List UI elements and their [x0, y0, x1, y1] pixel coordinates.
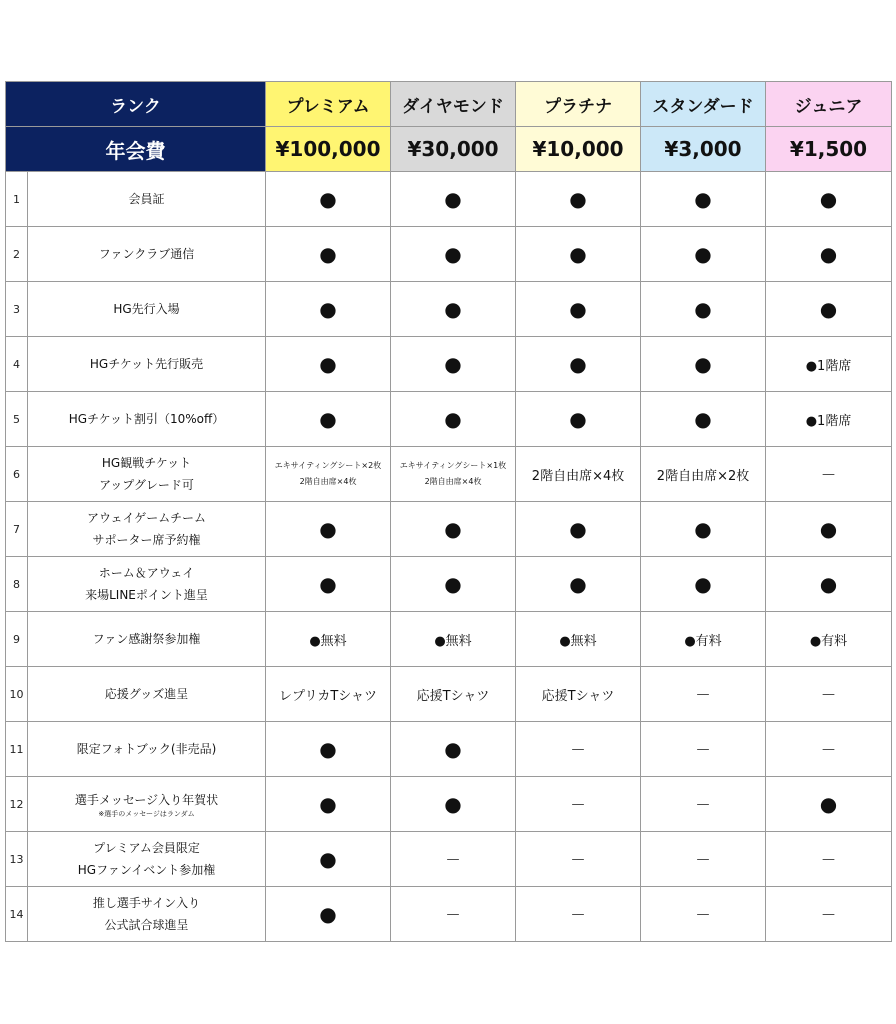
benefit-cell-premium: ●	[266, 722, 391, 777]
benefit-cell-standard: ●	[641, 557, 766, 612]
table-row	[6, 227, 892, 282]
row-number: 9	[6, 612, 28, 667]
table-row	[6, 667, 892, 722]
row-number: 13	[6, 832, 28, 887]
benefit-cell-junior: —	[766, 722, 892, 777]
tier-name-standard: スタンダード	[641, 82, 766, 127]
table-row	[6, 282, 892, 337]
benefit-cell-platinum: 2階自由席×4枚	[516, 447, 641, 502]
benefit-cell-standard: ●	[641, 227, 766, 282]
benefit-cell-diamond: ●	[391, 557, 516, 612]
benefit-cell-premium: ●	[266, 777, 391, 832]
feature-line: 推し選手サイン入り	[92, 896, 201, 910]
feature-label	[28, 667, 266, 722]
row-number: 12	[6, 777, 28, 832]
benefit-cell-standard: ●	[641, 282, 766, 337]
feature-line: 選手メッセージ入り年賀状	[74, 793, 219, 807]
feature-line: サポーター席予約権	[92, 533, 201, 547]
benefit-cell-standard: —	[641, 722, 766, 777]
table-row	[6, 832, 892, 887]
feature-line: 来場LINEポイント進呈	[85, 588, 208, 602]
feature-label	[28, 777, 266, 832]
benefit-cell-premium	[266, 447, 391, 502]
rank-header-row	[6, 82, 892, 127]
benefit-cell-standard: 2階自由席×2枚	[641, 447, 766, 502]
feature-line: HGチケット割引（10%off）	[68, 412, 225, 426]
feature-label	[28, 557, 266, 612]
benefit-cell-platinum: —	[516, 832, 641, 887]
rank-label: ランク	[6, 82, 266, 127]
benefit-cell-standard: ●	[641, 337, 766, 392]
feature-label	[28, 337, 266, 392]
row-number: 5	[6, 392, 28, 447]
benefit-cell-platinum: ●	[516, 282, 641, 337]
fee-label: 年会費	[6, 127, 266, 172]
benefit-cell-platinum: ●	[516, 502, 641, 557]
benefit-line: エキサイティングシート×2枚	[274, 461, 382, 470]
table-row	[6, 722, 892, 777]
benefit-cell-junior: ●	[766, 227, 892, 282]
feature-label	[28, 722, 266, 777]
benefit-cell-platinum: ●	[516, 337, 641, 392]
feature-label	[28, 447, 266, 502]
table-row	[6, 172, 892, 227]
benefit-cell-platinum: ●	[516, 392, 641, 447]
feature-label	[28, 832, 266, 887]
benefit-cell-diamond: ●	[391, 337, 516, 392]
membership-tier-table	[5, 81, 892, 942]
benefit-cell-platinum: ●	[516, 557, 641, 612]
feature-line: ファンクラブ通信	[98, 247, 195, 261]
tier-name-premium: プレミアム	[266, 82, 391, 127]
feature-line: HG観戦チケット	[101, 456, 192, 470]
benefit-cell-premium: ●無料	[266, 612, 391, 667]
feature-label	[28, 612, 266, 667]
feature-line: プレミアム会員限定	[93, 841, 200, 855]
feature-line: HG先行入場	[113, 302, 180, 316]
benefit-cell-junior: ●有料	[766, 612, 892, 667]
benefit-cell-junior: —	[766, 447, 892, 502]
table-row	[6, 612, 892, 667]
tier-name-platinum: プラチナ	[516, 82, 641, 127]
table-row	[6, 557, 892, 612]
benefit-line: エキサイティングシート×1枚	[399, 461, 507, 470]
benefit-cell-diamond: ●無料	[391, 612, 516, 667]
benefit-cell-junior: ●1階席	[766, 392, 892, 447]
row-number: 14	[6, 887, 28, 942]
benefit-cell-standard: ●	[641, 172, 766, 227]
benefit-cell-junior: ●	[766, 502, 892, 557]
feature-line: 会員証	[128, 192, 165, 206]
benefit-cell-premium: ●	[266, 502, 391, 557]
benefit-cell-standard: —	[641, 887, 766, 942]
benefit-cell-junior: ●1階席	[766, 337, 892, 392]
benefit-cell-premium: ●	[266, 172, 391, 227]
benefit-rows	[6, 172, 892, 942]
benefit-cell-diamond: ●	[391, 172, 516, 227]
benefit-cell-junior: ●	[766, 557, 892, 612]
benefit-cell-platinum: —	[516, 722, 641, 777]
tier-fee-premium: ¥100,000	[266, 127, 391, 172]
benefit-cell-diamond: ●	[391, 777, 516, 832]
benefit-cell-platinum: ●	[516, 227, 641, 282]
feature-line: ホーム＆アウェイ	[98, 566, 195, 580]
feature-line: HGチケット先行販売	[89, 357, 204, 371]
benefit-cell-premium: ●	[266, 887, 391, 942]
feature-line: HGファンイベント参加権	[77, 863, 216, 877]
row-number: 10	[6, 667, 28, 722]
benefit-cell-premium: レプリカTシャツ	[266, 667, 391, 722]
feature-line: 応援グッズ進呈	[104, 687, 189, 701]
row-number: 6	[6, 447, 28, 502]
benefit-cell-diamond: —	[391, 832, 516, 887]
tier-name-diamond: ダイヤモンド	[391, 82, 516, 127]
tier-fee-junior: ¥1,500	[766, 127, 892, 172]
benefit-cell-junior: ●	[766, 777, 892, 832]
benefit-cell-diamond: ●	[391, 227, 516, 282]
benefit-cell-premium: ●	[266, 392, 391, 447]
fee-header-row	[6, 127, 892, 172]
benefit-cell-platinum: ●無料	[516, 612, 641, 667]
table-row	[6, 887, 892, 942]
benefit-cell-diamond: ●	[391, 502, 516, 557]
feature-label	[28, 227, 266, 282]
benefit-cell-junior: —	[766, 832, 892, 887]
benefit-cell-standard: ●	[641, 502, 766, 557]
benefit-cell-platinum: ●	[516, 172, 641, 227]
table-row	[6, 337, 892, 392]
benefit-cell-premium: ●	[266, 227, 391, 282]
benefit-cell-diamond: ●	[391, 722, 516, 777]
benefit-cell-standard: —	[641, 667, 766, 722]
benefit-cell-premium: ●	[266, 282, 391, 337]
benefit-cell-junior: ●	[766, 172, 892, 227]
feature-line: ファン感謝祭参加権	[92, 632, 201, 646]
benefit-cell-standard: —	[641, 832, 766, 887]
tier-fee-standard: ¥3,000	[641, 127, 766, 172]
benefit-cell-platinum: —	[516, 887, 641, 942]
feature-note: ※選手のメッセージはランダム	[98, 810, 195, 818]
benefit-cell-premium: ●	[266, 557, 391, 612]
tier-fee-platinum: ¥10,000	[516, 127, 641, 172]
benefit-cell-premium: ●	[266, 832, 391, 887]
table-row	[6, 447, 892, 502]
benefit-cell-platinum: 応援Tシャツ	[516, 667, 641, 722]
feature-label	[28, 392, 266, 447]
table-row	[6, 777, 892, 832]
tier-name-junior: ジュニア	[766, 82, 892, 127]
benefit-cell-junior: —	[766, 887, 892, 942]
benefit-cell-standard: ●有料	[641, 612, 766, 667]
benefit-cell-diamond: —	[391, 887, 516, 942]
row-number: 3	[6, 282, 28, 337]
feature-line: アウェイゲームチーム	[86, 511, 207, 525]
feature-line: アップグレード可	[99, 478, 194, 492]
feature-label	[28, 502, 266, 557]
feature-line: 公式試合球進呈	[104, 918, 189, 932]
feature-line: 限定フォトブック(非売品)	[76, 742, 217, 756]
row-number: 11	[6, 722, 28, 777]
benefit-cell-junior: ●	[766, 282, 892, 337]
row-number: 2	[6, 227, 28, 282]
benefit-cell-premium: ●	[266, 337, 391, 392]
benefit-line: 2階自由席×4枚	[424, 477, 482, 486]
feature-label	[28, 172, 266, 227]
row-number: 8	[6, 557, 28, 612]
table-row	[6, 392, 892, 447]
benefit-line: 2階自由席×4枚	[299, 477, 357, 486]
row-number: 7	[6, 502, 28, 557]
benefit-cell-junior: —	[766, 667, 892, 722]
tier-fee-diamond: ¥30,000	[391, 127, 516, 172]
benefit-cell-standard: ●	[641, 392, 766, 447]
benefit-cell-diamond: ●	[391, 282, 516, 337]
benefit-cell-platinum: —	[516, 777, 641, 832]
benefit-cell-standard: —	[641, 777, 766, 832]
row-number: 1	[6, 172, 28, 227]
benefit-cell-diamond	[391, 447, 516, 502]
feature-label	[28, 887, 266, 942]
table-row	[6, 502, 892, 557]
benefit-cell-diamond: ●	[391, 392, 516, 447]
feature-label	[28, 282, 266, 337]
benefit-cell-diamond: 応援Tシャツ	[391, 667, 516, 722]
row-number: 4	[6, 337, 28, 392]
